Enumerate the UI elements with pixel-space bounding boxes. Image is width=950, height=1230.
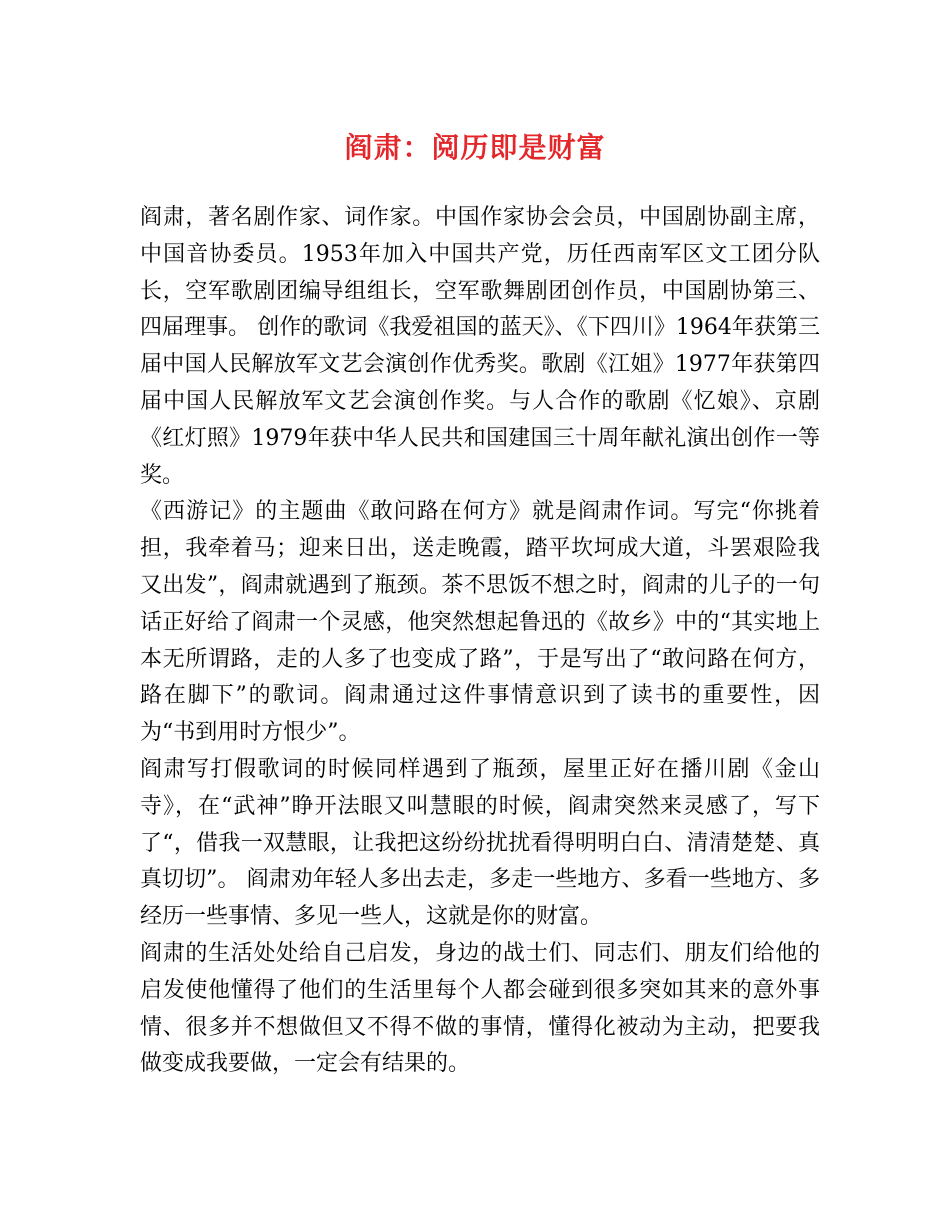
paragraph-2: 《西游记》的主题曲《敢问路在何方》就是阎肃作词。写完“你挑着担，我牵着马；迎来日出，送走晚霞，踏平坎坷成大道，斗罢艰险我又出发”，阎肃就遇到了瓶颈。茶不思饭不想之时，阎肃的儿子的一句话正好给了阎肃一个灵感，他突然想起鲁迅的《故乡》中的“其实地上本无所谓路，走的人多了也变成了路”，于是写出了“敢问路在何方，路在脚下”的歌词。阎肃通过这件事情意识到了读书的重要性，因为“书到用时方恨少”。 bbox=[140, 499, 820, 746]
paragraph-4: 阎肃的生活处处给自己启发，身边的战士们、同志们、朋友们给他的启发使他懂得了他们的生活里每个人都会碰到很多突如其来的意外事情、很多并不想做但又不得不做的事情，懂得化被动为主动，把要我做变成我要做，一定会有结果的。 bbox=[140, 940, 820, 1077]
document-body bbox=[140, 200, 820, 1083]
paragraph-3: 阎肃写打假歌词的时候同样遇到了瓶颈，屋里正好在播川剧《金山寺》，在“武神”睁开法眼又叫慧眼的时候，阎肃突然来灵感了，写下了“，借我一双慧眼，让我把这纷纷扰扰看得明明白白、清清楚楚、真真切切”。 阎肃劝年轻人多出去走，多走一些地方、多看一些地方、多经历一些事情、多见一些人，这就是你的财富。 bbox=[140, 756, 820, 930]
paragraph-1: 阎肃，著名剧作家、词作家。中国作家协会会员，中国剧协副主席，中国音协委员。1953年加入中国共产党，历任西南军区文工团分队长，空军歌剧团编导组组长，空军歌舞剧团创作员，中国剧协第三、四届理事。 创作的歌词《我爱祖国的蓝天》、《下四川》1964年获第三届中国人民解放军文艺会演创作优秀奖。歌剧《江姐》1977年获第四届中国人民解放军文艺会演创作奖。与人合作的歌剧《忆娘》、京剧《红灯照》1979年获中华人民共和国建国三十周年献礼演出创作一等奖。 bbox=[140, 205, 820, 488]
document-title: 阎肃：阅历即是财富 bbox=[344, 131, 606, 164]
